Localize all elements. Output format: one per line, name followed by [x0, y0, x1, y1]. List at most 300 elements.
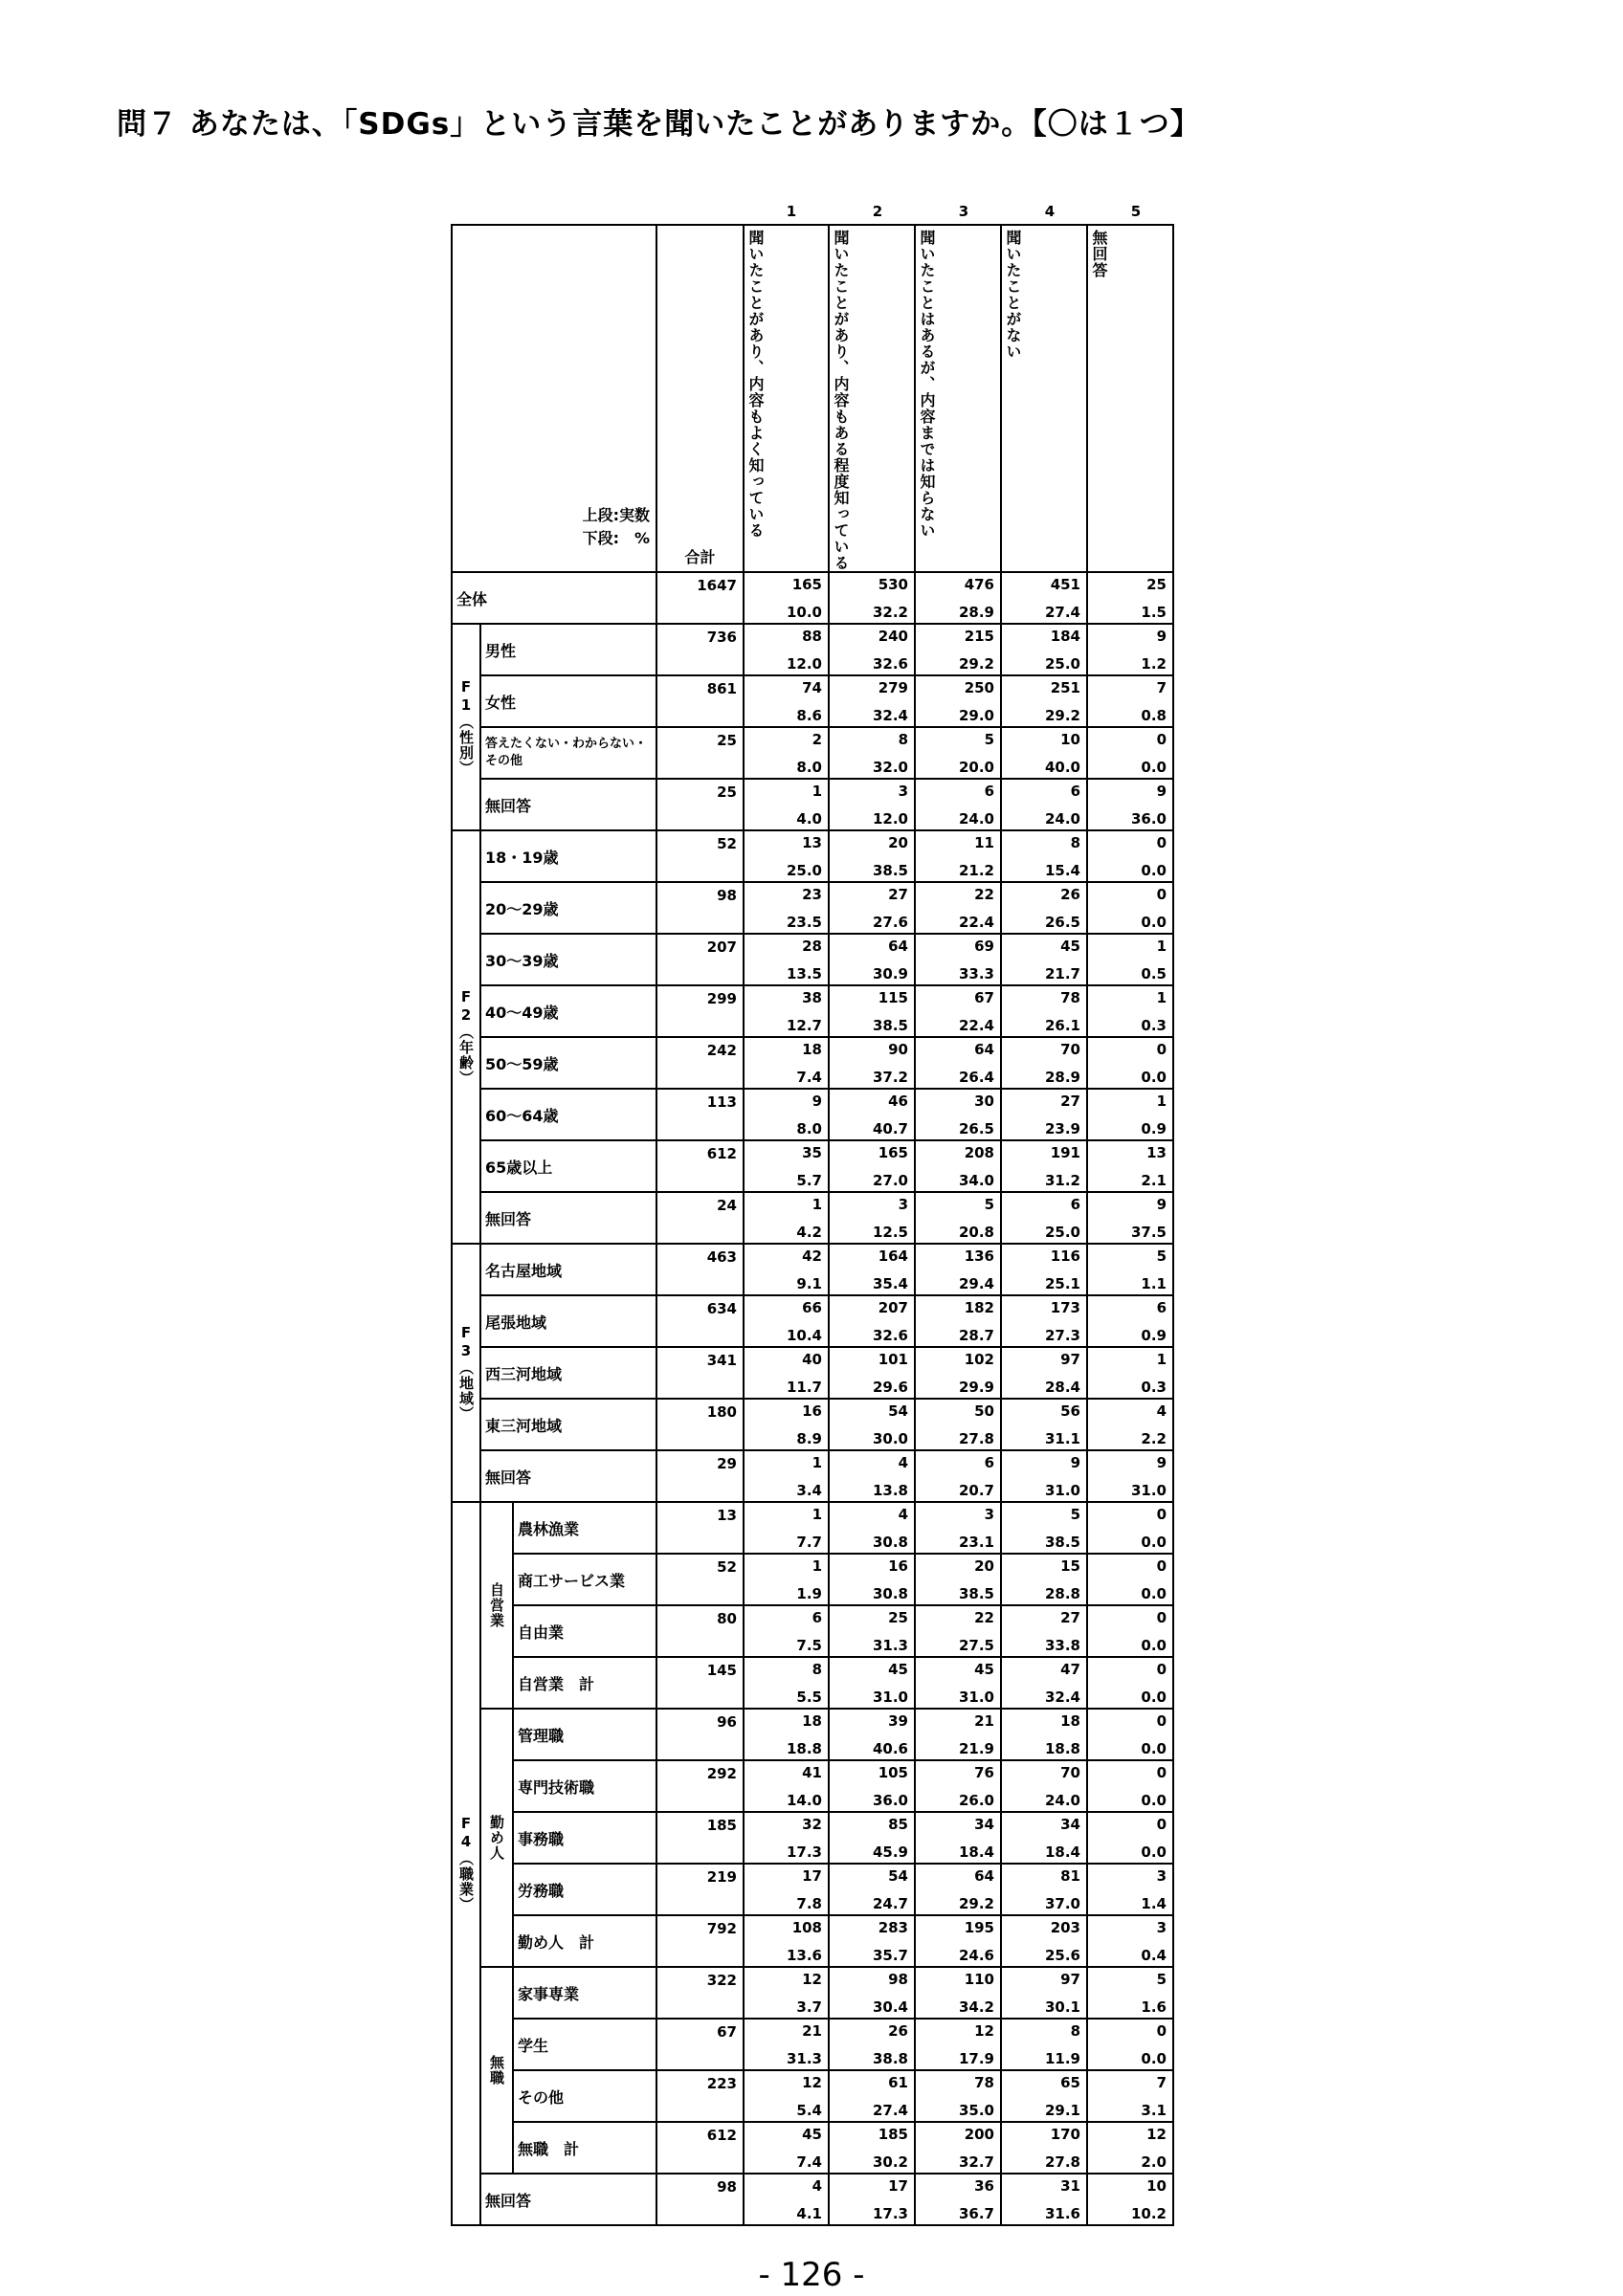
cell-value: [915, 624, 1001, 675]
percent-value: 32.6: [872, 1327, 908, 1344]
cell-total: [656, 1140, 744, 1192]
cell-value: [829, 1760, 915, 1812]
stub-line-2: 下段: %: [582, 528, 650, 547]
cell-value: [829, 2019, 915, 2070]
cell-value: [744, 2070, 829, 2122]
percent-value: 28.7: [958, 1327, 994, 1344]
percent-value: 13.6: [786, 1947, 822, 1964]
cell-value: [744, 1760, 829, 1812]
count-value: 170: [1050, 2126, 1080, 2143]
table-row: [452, 624, 1173, 675]
table-row: [452, 1037, 1173, 1089]
count-value: 207: [878, 1299, 908, 1316]
count-value: 1: [812, 1196, 822, 1213]
percent-value: 8.6: [796, 707, 822, 724]
table-row: [452, 727, 1173, 779]
count-value: 9: [1156, 1196, 1167, 1213]
cell-value: [1001, 1709, 1087, 1760]
percent-value: 32.6: [872, 655, 908, 673]
total-value: 98: [717, 887, 737, 904]
cell-value: [1087, 2019, 1173, 2070]
header-col-1: 聞いたことがあり、内容もよく知っている: [744, 225, 829, 572]
percent-value: 8.0: [796, 1120, 822, 1137]
cell-value: [1001, 1967, 1087, 2019]
count-value: 70: [1060, 1764, 1080, 1781]
cell-value: [915, 1295, 1001, 1347]
cell-value: [829, 675, 915, 727]
row-label: 無回答: [480, 1450, 656, 1502]
percent-value: 0.0: [1141, 1843, 1167, 1861]
percent-value: 11.9: [1044, 2050, 1080, 2067]
table-row: [452, 1915, 1173, 1967]
count-value: 6: [1156, 1299, 1167, 1316]
percent-value: 28.8: [1044, 1585, 1080, 1602]
cell-value: [1087, 1089, 1173, 1140]
subgroup-employee: [480, 1709, 513, 1967]
cell-total: [656, 1089, 744, 1140]
count-value: 31: [1060, 2177, 1080, 2195]
percent-value: 40.0: [1044, 759, 1080, 776]
percent-value: 23.1: [958, 1534, 994, 1551]
percent-value: 1.5: [1141, 604, 1167, 621]
count-value: 6: [984, 1454, 994, 1471]
count-value: 115: [878, 989, 908, 1006]
cell-total: [656, 1295, 744, 1347]
cell-value: [829, 1347, 915, 1399]
percent-value: 18.4: [1044, 1843, 1080, 1861]
cell-value: [915, 1554, 1001, 1605]
percent-value: 0.0: [1141, 1740, 1167, 1757]
count-value: 28: [802, 938, 822, 955]
cell-value: [744, 830, 829, 882]
percent-value: 25.0: [1044, 1224, 1080, 1241]
row-label: 全体: [452, 572, 656, 624]
row-label: 無回答: [480, 2174, 656, 2225]
total-value: 185: [706, 1817, 737, 1834]
count-value: 35: [802, 1144, 822, 1161]
percent-value: 26.5: [958, 1120, 994, 1137]
percent-value: 7.4: [796, 1069, 822, 1086]
count-value: 3: [984, 1506, 994, 1523]
percent-value: 21.2: [958, 862, 994, 879]
percent-value: 4.0: [796, 810, 822, 828]
cell-value: [744, 2019, 829, 2070]
header-col-3: 聞いたことはあるが、内容までは知らない: [915, 225, 1001, 572]
cell-value: [829, 1450, 915, 1502]
cell-value: [744, 624, 829, 675]
percent-value: 3.7: [796, 1998, 822, 2016]
percent-value: 24.7: [872, 1895, 908, 1912]
count-value: 45: [802, 2126, 822, 2143]
count-value: 9: [1156, 1454, 1167, 1471]
percent-value: 10.4: [786, 1327, 822, 1344]
percent-value: 5.5: [796, 1689, 822, 1706]
cell-value: [1087, 1037, 1173, 1089]
count-value: 50: [974, 1402, 994, 1420]
count-value: 8: [1070, 2022, 1080, 2040]
cell-value: [744, 1915, 829, 1967]
cell-value: [744, 1192, 829, 1244]
count-value: 23: [802, 886, 822, 903]
group-f4: [452, 1502, 480, 2225]
count-value: 5: [1070, 1506, 1080, 1523]
percent-value: 24.0: [1044, 1792, 1080, 1809]
total-value: 180: [706, 1403, 737, 1421]
count-value: 27: [888, 886, 908, 903]
cell-value: [915, 1864, 1001, 1915]
count-value: 9: [812, 1093, 822, 1110]
count-value: 4: [898, 1454, 908, 1471]
group-f4-text: F4（職業）: [457, 1815, 475, 1912]
percent-value: 27.4: [1044, 604, 1080, 621]
cell-value: [915, 1450, 1001, 1502]
cell-value: [1001, 1244, 1087, 1295]
count-value: 76: [974, 1764, 994, 1781]
table-row: [452, 2122, 1173, 2174]
cell-value: [744, 1347, 829, 1399]
count-value: 25: [888, 1609, 908, 1626]
percent-value: 31.6: [1044, 2205, 1080, 2222]
count-value: 451: [1050, 576, 1080, 593]
cell-value: [829, 779, 915, 830]
cell-value: [744, 1605, 829, 1657]
total-value: 792: [706, 1920, 737, 1937]
cell-value: [1087, 1450, 1173, 1502]
col-number-3: 3: [958, 203, 969, 220]
total-value: 223: [706, 2075, 737, 2092]
cell-total: [656, 1864, 744, 1915]
percent-value: 10.2: [1130, 2205, 1167, 2222]
percent-value: 28.4: [1044, 1379, 1080, 1396]
cell-value: [1001, 1450, 1087, 1502]
percent-value: 31.0: [958, 1689, 994, 1706]
cell-value: [744, 1709, 829, 1760]
cell-value: [829, 2070, 915, 2122]
row-label: 名古屋地域: [480, 1244, 656, 1295]
count-value: 64: [974, 1867, 994, 1885]
percent-value: 20.0: [958, 759, 994, 776]
total-value: 292: [706, 1765, 737, 1782]
count-value: 8: [1070, 834, 1080, 851]
total-value: 29: [717, 1455, 737, 1472]
total-value: 113: [706, 1093, 737, 1111]
percent-value: 30.4: [872, 1998, 908, 2016]
cell-value: [915, 1709, 1001, 1760]
cell-value: [829, 1399, 915, 1450]
percent-value: 14.0: [786, 1792, 822, 1809]
col-number-1: 1: [786, 203, 797, 220]
percent-value: 22.4: [958, 914, 994, 931]
total-value: 299: [706, 990, 737, 1007]
percent-value: 4.2: [796, 1224, 822, 1241]
percent-value: 12.7: [786, 1017, 822, 1034]
cell-total: [656, 1399, 744, 1450]
cell-value: [1001, 1192, 1087, 1244]
count-value: 2: [812, 731, 822, 748]
percent-value: 27.0: [872, 1172, 908, 1189]
cell-value: [1087, 2174, 1173, 2225]
cell-value: [915, 830, 1001, 882]
count-value: 200: [964, 2126, 994, 2143]
count-value: 27: [1060, 1609, 1080, 1626]
count-value: 69: [974, 938, 994, 955]
count-value: 18: [802, 1712, 822, 1730]
count-value: 22: [974, 1609, 994, 1626]
total-value: 463: [706, 1248, 737, 1266]
cell-value: [915, 1347, 1001, 1399]
count-value: 6: [1070, 1196, 1080, 1213]
cell-value: [744, 675, 829, 727]
count-value: 0: [1156, 886, 1167, 903]
total-value: 80: [717, 1610, 737, 1627]
cell-value: [829, 2122, 915, 2174]
percent-value: 0.9: [1141, 1327, 1167, 1344]
header-col-4: 聞いたことがない: [1001, 225, 1087, 572]
percent-value: 7.7: [796, 1534, 822, 1551]
row-label: 無職 計: [513, 2122, 656, 2174]
percent-value: 29.2: [958, 655, 994, 673]
total-value: 98: [717, 2178, 737, 2196]
cell-value: [1001, 2019, 1087, 2070]
percent-value: 27.8: [958, 1430, 994, 1447]
cell-value: [829, 830, 915, 882]
percent-value: 26.1: [1044, 1017, 1080, 1034]
total-value: 24: [717, 1197, 737, 1214]
percent-value: 24.0: [958, 810, 994, 828]
count-value: 164: [878, 1247, 908, 1265]
cell-total: [656, 2070, 744, 2122]
table-row: [452, 1864, 1173, 1915]
count-value: 4: [1156, 1402, 1167, 1420]
count-value: 16: [802, 1402, 822, 1420]
row-label: 答えたくない・わからない・その他: [480, 727, 656, 779]
group-f2-text: F2（年齢）: [457, 988, 475, 1086]
cell-value: [1087, 727, 1173, 779]
percent-value: 34.0: [958, 1172, 994, 1189]
count-value: 251: [1050, 679, 1080, 696]
stub-line-1: 上段:実数: [582, 505, 650, 524]
count-value: 34: [1060, 1816, 1080, 1833]
percent-value: 31.2: [1044, 1172, 1080, 1189]
percent-value: 25.0: [1044, 655, 1080, 673]
count-value: 0: [1156, 1041, 1167, 1058]
cell-value: [744, 1864, 829, 1915]
cell-value: [1087, 1192, 1173, 1244]
cell-value: [1001, 779, 1087, 830]
cell-value: [1001, 624, 1087, 675]
cell-value: [744, 1295, 829, 1347]
cell-value: [1087, 624, 1173, 675]
total-value: 25: [717, 732, 737, 749]
percent-value: 20.8: [958, 1224, 994, 1241]
percent-value: 11.7: [786, 1379, 822, 1396]
cell-value: [1001, 934, 1087, 985]
col-number-5: 5: [1130, 203, 1142, 220]
percent-value: 27.6: [872, 914, 908, 931]
cell-value: [1001, 2174, 1087, 2225]
cell-value: [744, 1812, 829, 1864]
percent-value: 1.9: [796, 1585, 822, 1602]
count-value: 18: [802, 1041, 822, 1058]
count-value: 38: [802, 989, 822, 1006]
cell-value: [1087, 830, 1173, 882]
count-value: 97: [1060, 1971, 1080, 1988]
cell-total: [656, 727, 744, 779]
header-row: [452, 225, 1173, 572]
count-value: 32: [802, 1816, 822, 1833]
count-value: 11: [974, 834, 994, 851]
count-value: 0: [1156, 1557, 1167, 1575]
percent-value: 25.1: [1044, 1275, 1080, 1292]
cell-value: [829, 1915, 915, 1967]
group-f1: [452, 624, 480, 830]
cell-value: [744, 882, 829, 934]
cell-value: [744, 727, 829, 779]
count-value: 108: [791, 1919, 822, 1936]
percent-value: 0.9: [1141, 1120, 1167, 1137]
cell-total: [656, 1760, 744, 1812]
table-row: [452, 1605, 1173, 1657]
count-value: 184: [1050, 628, 1080, 645]
cell-value: [1001, 1502, 1087, 1554]
cell-value: [1087, 2122, 1173, 2174]
count-value: 6: [1070, 783, 1080, 800]
count-value: 0: [1156, 1609, 1167, 1626]
percent-value: 31.0: [1044, 1482, 1080, 1499]
cell-value: [744, 1502, 829, 1554]
count-value: 7: [1156, 679, 1167, 696]
total-value: 207: [706, 938, 737, 956]
cell-value: [1087, 1657, 1173, 1709]
row-label: 勤め人 計: [513, 1915, 656, 1967]
table-row: [452, 1450, 1173, 1502]
count-value: 215: [964, 628, 994, 645]
count-value: 110: [964, 1971, 994, 1988]
total-value: 145: [706, 1662, 737, 1679]
cell-value: [829, 1657, 915, 1709]
cell-value: [1087, 2070, 1173, 2122]
cell-value: [915, 1244, 1001, 1295]
table-row: [452, 1657, 1173, 1709]
count-value: 279: [878, 679, 908, 696]
percent-value: 36.0: [872, 1792, 908, 1809]
column-numbers: [748, 203, 1187, 224]
table-row: [452, 1295, 1173, 1347]
group-f3-text: F3（地域）: [457, 1324, 475, 1422]
row-label: 女性: [480, 675, 656, 727]
cell-value: [1087, 1347, 1173, 1399]
count-value: 78: [974, 2074, 994, 2091]
cell-value: [1087, 1915, 1173, 1967]
cell-value: [915, 934, 1001, 985]
cell-total: [656, 1915, 744, 1967]
cell-value: [829, 985, 915, 1037]
count-value: 476: [964, 576, 994, 593]
percent-value: 30.2: [872, 2153, 908, 2171]
percent-value: 1.4: [1141, 1895, 1167, 1912]
percent-value: 32.0: [872, 759, 908, 776]
total-value: 13: [717, 1507, 737, 1524]
cell-value: [1087, 934, 1173, 985]
cell-value: [1087, 1399, 1173, 1450]
cell-total: [656, 624, 744, 675]
cell-value: [1001, 1760, 1087, 1812]
count-value: 101: [878, 1351, 908, 1368]
count-value: 530: [878, 576, 908, 593]
cell-value: [915, 1140, 1001, 1192]
header-stub: [452, 225, 656, 572]
count-value: 10: [1146, 2177, 1167, 2195]
count-value: 3: [898, 1196, 908, 1213]
percent-value: 30.8: [872, 1534, 908, 1551]
count-value: 41: [802, 1764, 822, 1781]
count-value: 4: [898, 1506, 908, 1523]
count-value: 165: [791, 576, 822, 593]
row-label: 専門技術職: [513, 1760, 656, 1812]
cell-value: [1001, 1037, 1087, 1089]
count-value: 34: [974, 1816, 994, 1833]
percent-value: 3.4: [796, 1482, 822, 1499]
count-value: 283: [878, 1919, 908, 1936]
cell-value: [744, 1089, 829, 1140]
table-row: [452, 1812, 1173, 1864]
percent-value: 7.4: [796, 2153, 822, 2171]
count-value: 5: [1156, 1247, 1167, 1265]
cell-value: [1001, 882, 1087, 934]
count-value: 81: [1060, 1867, 1080, 1885]
count-value: 74: [802, 679, 822, 696]
percent-value: 31.0: [872, 1689, 908, 1706]
cell-value: [1001, 830, 1087, 882]
cell-value: [829, 727, 915, 779]
percent-value: 36.7: [958, 2205, 994, 2222]
cell-value: [1087, 1967, 1173, 2019]
table-row: [452, 830, 1173, 882]
percent-value: 37.0: [1044, 1895, 1080, 1912]
percent-value: 29.6: [872, 1379, 908, 1396]
cell-value: [829, 1605, 915, 1657]
percent-value: 13.8: [872, 1482, 908, 1499]
total-value: 1647: [697, 577, 737, 594]
cell-value: [1001, 2122, 1087, 2174]
count-value: 21: [802, 2022, 822, 2040]
count-value: 0: [1156, 2022, 1167, 2040]
cell-total: [656, 1812, 744, 1864]
percent-value: 0.0: [1141, 1534, 1167, 1551]
percent-value: 8.9: [796, 1430, 822, 1447]
percent-value: 1.6: [1141, 1998, 1167, 2016]
cell-value: [829, 1295, 915, 1347]
subgroup-none-text: 無職: [488, 2055, 505, 2086]
table-row: [452, 1244, 1173, 1295]
percent-value: 32.4: [872, 707, 908, 724]
count-value: 25: [1146, 576, 1167, 593]
table-row: [452, 1709, 1173, 1760]
cell-value: [829, 572, 915, 624]
percent-value: 32.2: [872, 604, 908, 621]
cell-value: [1001, 727, 1087, 779]
cell-value: [915, 675, 1001, 727]
cell-value: [1087, 1295, 1173, 1347]
cell-value: [1001, 1915, 1087, 1967]
percent-value: 29.0: [958, 707, 994, 724]
count-value: 30: [974, 1093, 994, 1110]
cell-value: [744, 779, 829, 830]
group-f2: [452, 830, 480, 1244]
cell-value: [744, 2174, 829, 2225]
count-value: 56: [1060, 1402, 1080, 1420]
percent-value: 23.9: [1044, 1120, 1080, 1137]
